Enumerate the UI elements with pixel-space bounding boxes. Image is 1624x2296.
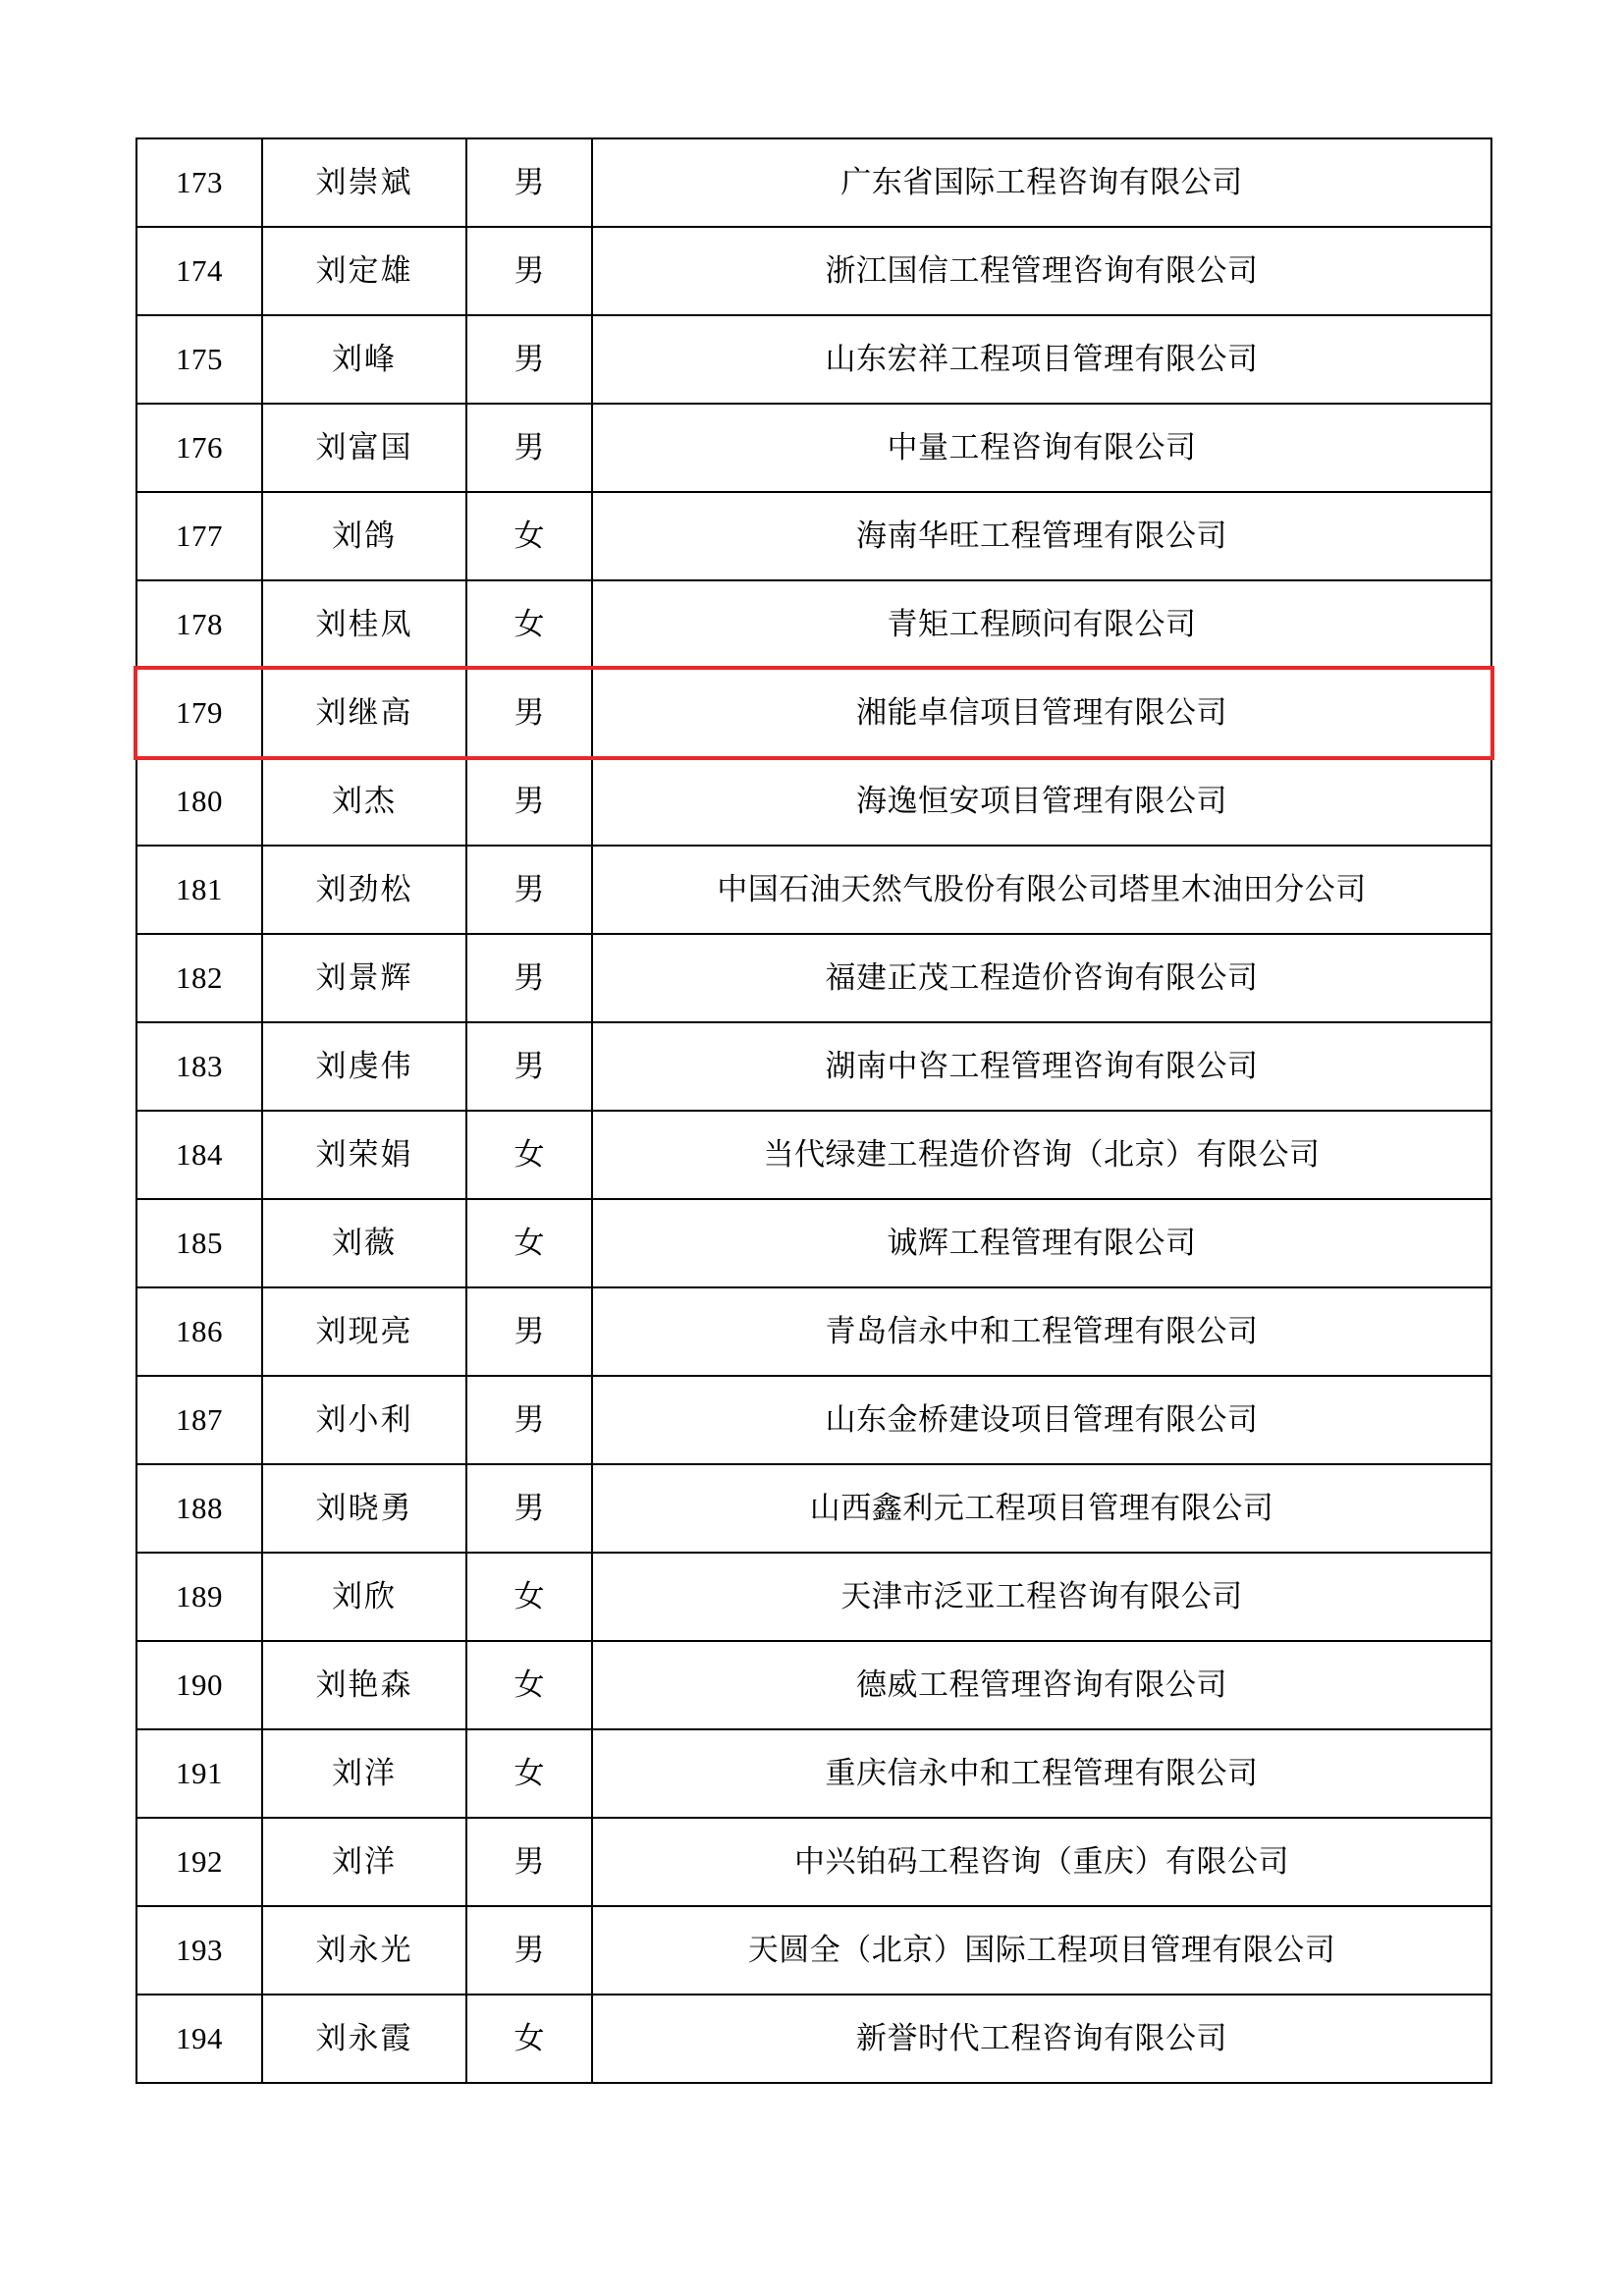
cell-index: 181: [136, 846, 262, 934]
cell-sex: 女: [466, 1199, 592, 1287]
cell-index: 187: [136, 1376, 262, 1464]
table-row: [136, 1022, 1491, 1111]
cell-name: 刘鸽: [262, 492, 466, 580]
cell-organization: 湘能卓信项目管理有限公司: [592, 669, 1491, 757]
cell-index: 178: [136, 580, 262, 669]
cell-organization: 中量工程咨询有限公司: [592, 404, 1491, 492]
cell-name: 刘洋: [262, 1729, 466, 1818]
cell-organization: 山东金桥建设项目管理有限公司: [592, 1376, 1491, 1464]
cell-organization: 中兴铂码工程咨询（重庆）有限公司: [592, 1818, 1491, 1906]
cell-sex: 男: [466, 1022, 592, 1111]
cell-name: 刘继高: [262, 669, 466, 757]
cell-sex: 女: [466, 1995, 592, 2083]
cell-organization: 诚辉工程管理有限公司: [592, 1199, 1491, 1287]
cell-name: 刘洋: [262, 1818, 466, 1906]
cell-name: 刘富国: [262, 404, 466, 492]
cell-organization: 山西鑫利元工程项目管理有限公司: [592, 1464, 1491, 1553]
cell-name: 刘艳森: [262, 1641, 466, 1729]
table-row: [136, 1376, 1491, 1464]
cell-sex: 女: [466, 1641, 592, 1729]
cell-name: 刘现亮: [262, 1287, 466, 1376]
cell-sex: 男: [466, 934, 592, 1022]
roster-table-container: [135, 137, 1490, 2084]
cell-index: 177: [136, 492, 262, 580]
cell-sex: 女: [466, 1729, 592, 1818]
cell-sex: 男: [466, 1287, 592, 1376]
cell-index: 185: [136, 1199, 262, 1287]
cell-index: 174: [136, 227, 262, 315]
cell-name: 刘峰: [262, 315, 466, 404]
cell-organization: 新誉时代工程咨询有限公司: [592, 1995, 1491, 2083]
table-row: [136, 1287, 1491, 1376]
cell-sex: 男: [466, 1906, 592, 1995]
cell-organization: 重庆信永中和工程管理有限公司: [592, 1729, 1491, 1818]
cell-organization: 德威工程管理咨询有限公司: [592, 1641, 1491, 1729]
cell-sex: 男: [466, 757, 592, 846]
cell-index: 180: [136, 757, 262, 846]
cell-organization: 海南华旺工程管理有限公司: [592, 492, 1491, 580]
cell-index: 192: [136, 1818, 262, 1906]
cell-sex: 男: [466, 404, 592, 492]
cell-index: 191: [136, 1729, 262, 1818]
cell-name: 刘定雄: [262, 227, 466, 315]
table-row: [136, 846, 1491, 934]
cell-sex: 男: [466, 227, 592, 315]
cell-name: 刘杰: [262, 757, 466, 846]
cell-index: 176: [136, 404, 262, 492]
roster-table: [135, 137, 1492, 2084]
cell-name: 刘荣娟: [262, 1111, 466, 1199]
cell-sex: 男: [466, 1376, 592, 1464]
cell-name: 刘永光: [262, 1906, 466, 1995]
table-row: [136, 404, 1491, 492]
table-row: [136, 1729, 1491, 1818]
cell-organization: 天圆全（北京）国际工程项目管理有限公司: [592, 1906, 1491, 1995]
cell-index: 186: [136, 1287, 262, 1376]
cell-name: 刘景辉: [262, 934, 466, 1022]
table-row: [136, 1995, 1491, 2083]
table-row: [136, 1553, 1491, 1641]
cell-index: 182: [136, 934, 262, 1022]
table-row: [136, 1906, 1491, 1995]
table-row: [136, 934, 1491, 1022]
cell-name: 刘虔伟: [262, 1022, 466, 1111]
cell-organization: 青矩工程顾问有限公司: [592, 580, 1491, 669]
cell-sex: 女: [466, 1111, 592, 1199]
cell-name: 刘崇斌: [262, 138, 466, 227]
cell-index: 188: [136, 1464, 262, 1553]
cell-name: 刘劲松: [262, 846, 466, 934]
cell-index: 189: [136, 1553, 262, 1641]
cell-sex: 男: [466, 669, 592, 757]
cell-index: 183: [136, 1022, 262, 1111]
table-row: [136, 492, 1491, 580]
cell-name: 刘桂凤: [262, 580, 466, 669]
cell-name: 刘晓勇: [262, 1464, 466, 1553]
cell-index: 194: [136, 1995, 262, 2083]
cell-name: 刘欣: [262, 1553, 466, 1641]
cell-organization: 当代绿建工程造价咨询（北京）有限公司: [592, 1111, 1491, 1199]
table-row: [136, 580, 1491, 669]
cell-organization: 山东宏祥工程项目管理有限公司: [592, 315, 1491, 404]
table-row: [136, 757, 1491, 846]
cell-organization: 福建正茂工程造价咨询有限公司: [592, 934, 1491, 1022]
cell-organization: 广东省国际工程咨询有限公司: [592, 138, 1491, 227]
cell-name: 刘永霞: [262, 1995, 466, 2083]
table-row: [136, 1641, 1491, 1729]
cell-index: 175: [136, 315, 262, 404]
cell-sex: 女: [466, 492, 592, 580]
cell-organization: 天津市泛亚工程咨询有限公司: [592, 1553, 1491, 1641]
cell-sex: 男: [466, 315, 592, 404]
table-row: [136, 669, 1491, 757]
cell-organization: 海逸恒安项目管理有限公司: [592, 757, 1491, 846]
cell-name: 刘薇: [262, 1199, 466, 1287]
cell-sex: 男: [466, 138, 592, 227]
table-row: [136, 138, 1491, 227]
cell-name: 刘小利: [262, 1376, 466, 1464]
table-row: [136, 1111, 1491, 1199]
table-row: [136, 1199, 1491, 1287]
cell-sex: 女: [466, 1553, 592, 1641]
table-row: [136, 315, 1491, 404]
cell-organization: 青岛信永中和工程管理有限公司: [592, 1287, 1491, 1376]
table-row: [136, 227, 1491, 315]
table-row: [136, 1818, 1491, 1906]
cell-index: 193: [136, 1906, 262, 1995]
cell-index: 190: [136, 1641, 262, 1729]
roster-table-body: [136, 138, 1491, 2083]
cell-sex: 男: [466, 1464, 592, 1553]
cell-sex: 男: [466, 846, 592, 934]
cell-sex: 男: [466, 1818, 592, 1906]
cell-index: 184: [136, 1111, 262, 1199]
cell-index: 179: [136, 669, 262, 757]
cell-organization: 湖南中咨工程管理咨询有限公司: [592, 1022, 1491, 1111]
table-row: [136, 1464, 1491, 1553]
cell-sex: 女: [466, 580, 592, 669]
cell-organization: 浙江国信工程管理咨询有限公司: [592, 227, 1491, 315]
cell-organization: 中国石油天然气股份有限公司塔里木油田分公司: [592, 846, 1491, 934]
cell-index: 173: [136, 138, 262, 227]
